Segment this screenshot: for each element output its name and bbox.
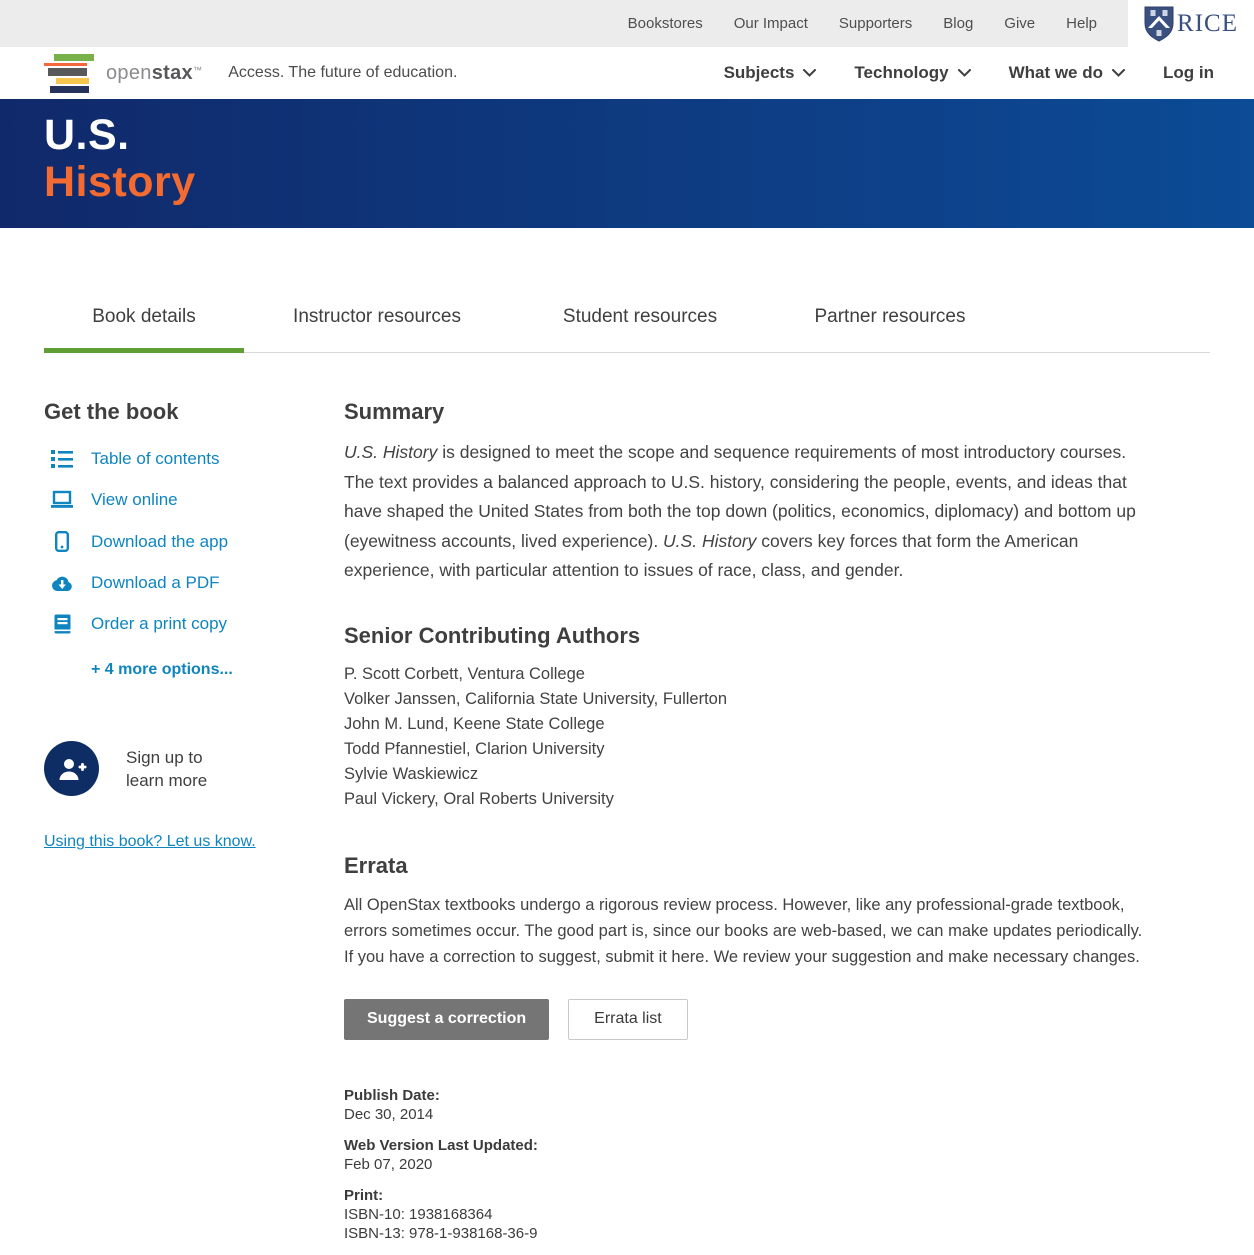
topbar-link-bookstores[interactable]: Bookstores <box>627 15 703 32</box>
suggest-correction-button[interactable]: Suggest a correction <box>344 999 549 1040</box>
web-version-block <box>344 1136 1210 1174</box>
book-tabs <box>44 296 1210 353</box>
tab-partner-resources[interactable]: Partner resources <box>814 306 966 327</box>
summary-book-title-italic: U.S. History <box>663 530 757 551</box>
main-navbar <box>0 47 1254 99</box>
publish-date-value: Dec 30, 2014 <box>344 1105 434 1123</box>
laptop-icon <box>50 490 74 510</box>
summary-paragraph <box>344 438 1149 586</box>
tab-student-resources[interactable]: Student resources <box>562 306 718 327</box>
errata-section <box>344 853 1210 1040</box>
openstax-wordmark[interactable] <box>106 62 202 85</box>
openstax-wordmark-open: open <box>106 61 152 84</box>
openstax-tagline: Access. The future of education. <box>228 64 458 81</box>
rice-shield-icon <box>1144 6 1174 42</box>
sidebar-item-download-app[interactable] <box>44 531 344 552</box>
summary-heading: Summary <box>344 399 445 424</box>
nav-item-what-we-do[interactable] <box>1009 63 1125 83</box>
authors-heading: Senior Contributing Authors <box>344 622 641 648</box>
sidebar-item-view-online[interactable] <box>44 490 344 510</box>
login-button[interactable] <box>1163 63 1214 83</box>
summary-book-title-italic: U.S. History <box>344 442 438 462</box>
author-line: Sylvie Waskiewicz <box>344 764 479 783</box>
sidebar-heading: Get the book <box>44 399 179 424</box>
sidebar-item-download-pdf[interactable] <box>44 573 344 593</box>
topbar-link-supporters[interactable]: Supporters <box>838 15 913 32</box>
topbar-link-blog[interactable]: Blog <box>943 15 974 32</box>
signup-label <box>126 746 207 792</box>
sidebar-item-label: Order a print copy <box>91 614 228 633</box>
nav-menu <box>724 63 1214 83</box>
web-version-label: Web Version Last Updated: <box>344 1136 538 1154</box>
errata-list-button[interactable]: Errata list <box>568 999 688 1040</box>
book-hero-banner <box>0 99 1254 228</box>
sidebar-item-order-print[interactable] <box>44 614 344 634</box>
topbar-link-help[interactable]: Help <box>1066 15 1097 32</box>
topbar-link-give[interactable]: Give <box>1004 15 1036 32</box>
authors-section <box>344 623 1210 812</box>
toc-list-icon <box>50 449 74 469</box>
errata-heading: Errata <box>344 852 408 878</box>
errata-buttons <box>344 999 1210 1040</box>
sidebar-item-table-of-contents[interactable] <box>44 449 344 469</box>
rice-logo[interactable] <box>1128 0 1254 47</box>
chevron-down-icon <box>803 69 816 77</box>
web-version-value: Feb 07, 2020 <box>344 1155 433 1173</box>
using-this-book-link[interactable]: Using this book? Let us know. <box>44 833 256 850</box>
tab-instructor-resources[interactable]: Instructor resources <box>293 306 461 327</box>
get-the-book-sidebar <box>44 397 344 1255</box>
chevron-down-icon <box>1112 69 1125 77</box>
signup-label-line1: Sign up to <box>126 747 203 767</box>
book-title-line2: History <box>44 158 196 206</box>
nav-item-subjects-label: Subjects <box>723 63 795 82</box>
utility-bar <box>0 0 1254 47</box>
sidebar-item-label: Download a PDF <box>91 573 220 592</box>
summary-text-2: covers key forces that form the American experience, with particular attention to issues of race, class, and gender. <box>344 530 1079 580</box>
author-line: Volker Janssen, California State University, Fullerton <box>344 689 728 708</box>
openstax-trademark: ™ <box>192 64 203 75</box>
cloud-download-icon <box>50 575 74 592</box>
openstax-wordmark-stax: stax <box>151 61 193 84</box>
nav-item-technology[interactable] <box>854 63 970 83</box>
chevron-down-icon <box>958 69 971 77</box>
print-isbn-block <box>344 1186 1210 1243</box>
nav-item-subjects[interactable] <box>724 63 817 83</box>
rice-logo-text: RICE <box>1177 9 1238 37</box>
isbn13-value: ISBN-13: 978-1-938168-36-9 <box>344 1224 538 1242</box>
author-line: John M. Lund, Keene State College <box>344 714 605 733</box>
isbn10-value: ISBN-10: 1938168364 <box>344 1205 493 1223</box>
signup-row <box>44 741 344 796</box>
book-title-line1: U.S. <box>44 111 130 159</box>
login-label: Log in <box>1163 63 1214 82</box>
author-line: Paul Vickery, Oral Roberts University <box>344 789 614 808</box>
author-line: Todd Pfannestiel, Clarion University <box>344 739 605 758</box>
mobile-icon <box>50 531 74 552</box>
nav-item-technology-label: Technology <box>854 63 949 82</box>
publish-date-label: Publish Date: <box>344 1086 440 1104</box>
sidebar-item-label: View online <box>91 490 178 509</box>
book-icon <box>50 614 74 634</box>
openstax-logo-icon[interactable] <box>44 53 94 93</box>
topbar-link-our-impact[interactable]: Our Impact <box>733 15 808 32</box>
tab-book-details[interactable]: Book details <box>44 296 244 352</box>
book-details-main <box>344 397 1210 1255</box>
signup-person-add-icon[interactable] <box>44 741 99 796</box>
signup-label-line2: learn more <box>126 770 208 790</box>
print-label: Print: <box>344 1186 384 1204</box>
summary-text-1: is designed to meet the scope and sequence requirements of most introductory courses. The text provides a balanced approach to U.S. history, considering the people, events, and ideas that have shaped the United States from both the top down (politics, economics, diplomacy) and bottom up (eyewitness accounts, lived experience). <box>344 442 1136 551</box>
errata-paragraph: All OpenStax textbooks undergo a rigorous review process. However, like any professional-grade textbook, errors sometimes occur. The good part is, since our books are web-based, we can make updates periodically. If you have a correction to suggest, submit it here. We review your suggestion and make necessary changes. <box>344 895 1143 966</box>
sidebar-item-label: Download the app <box>91 531 229 551</box>
summary-section <box>344 399 1210 586</box>
nav-item-what-we-do-label: What we do <box>1008 63 1104 82</box>
sidebar-item-label: Table of contents <box>91 449 220 468</box>
publish-date-block <box>344 1086 1210 1124</box>
more-options-link[interactable]: + 4 more options... <box>91 661 233 678</box>
author-line: P. Scott Corbett, Ventura College <box>344 664 585 683</box>
publication-metadata <box>344 1086 1210 1243</box>
